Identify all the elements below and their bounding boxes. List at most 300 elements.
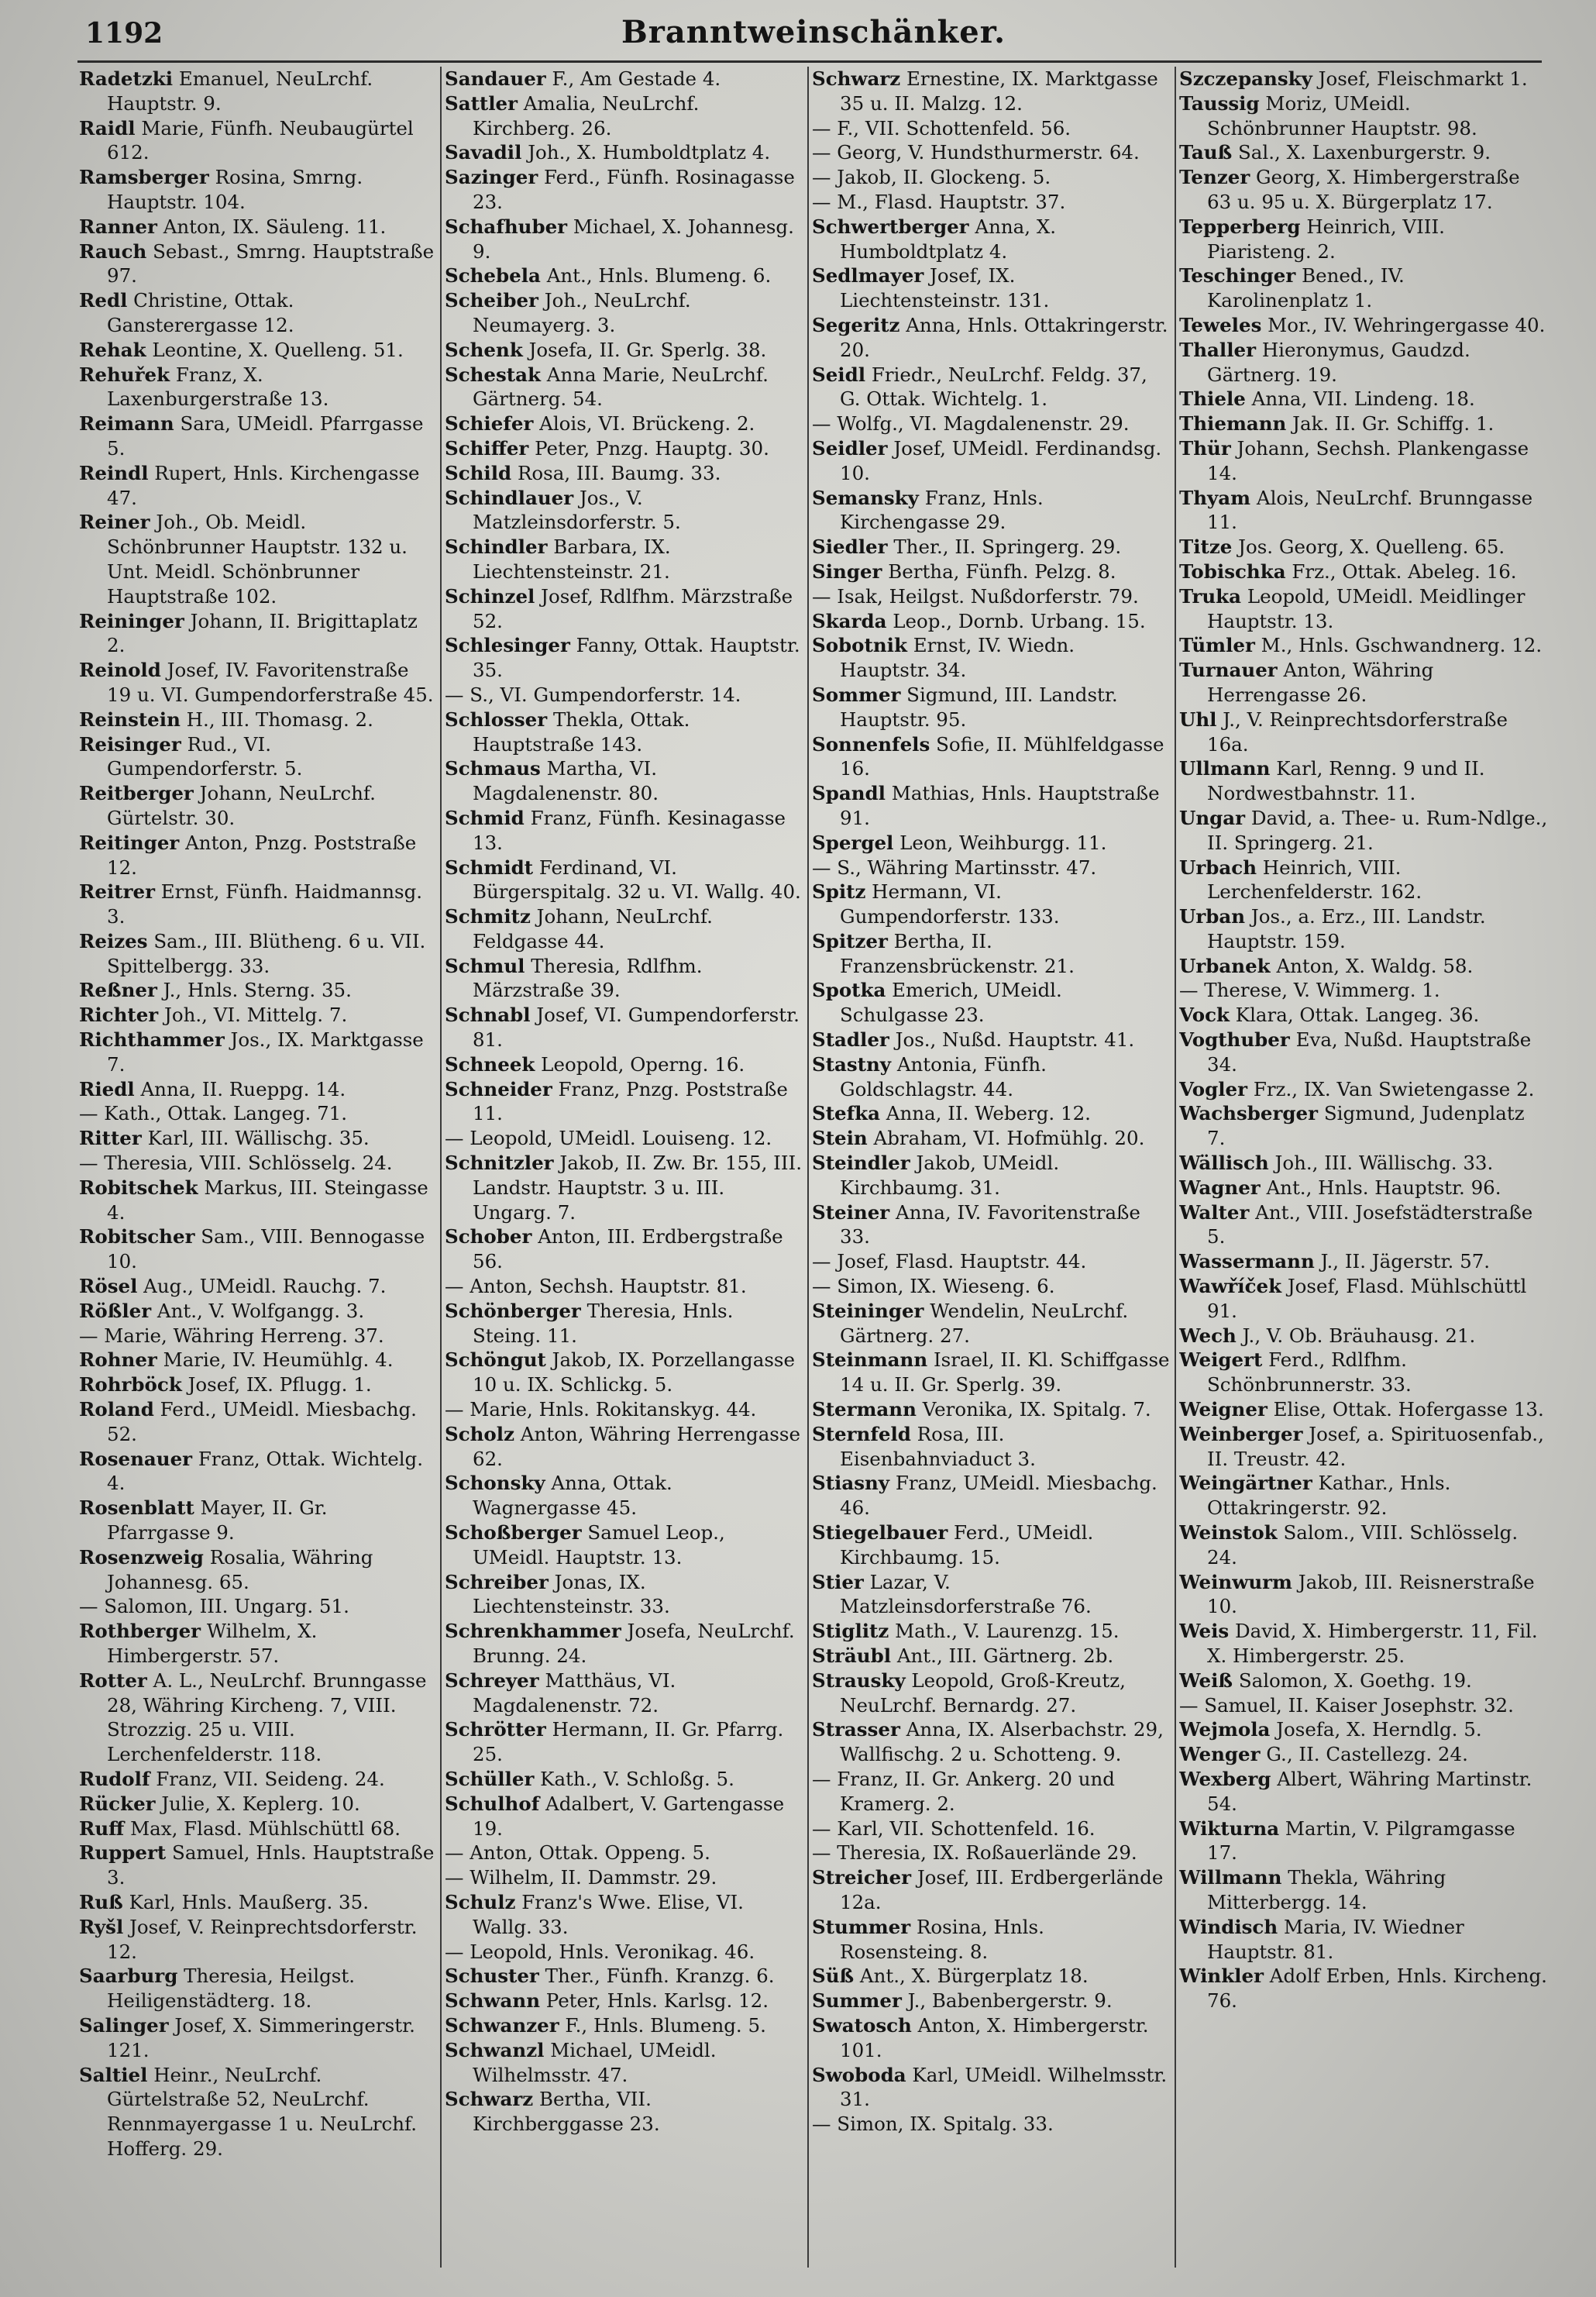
entry-name: Ranner — [79, 215, 157, 238]
entry-name: Schindler — [445, 536, 548, 559]
entry-name: Turnauer — [1179, 659, 1278, 682]
column-1 — [79, 67, 435, 2275]
entry-name: Robitschek — [79, 1176, 198, 1199]
entry-name: Urbanek — [1179, 954, 1271, 977]
directory-entry: Schmul Theresia, Rdlfhm. Märzstraße 39. — [445, 954, 703, 1002]
directory-entry: Steininger Wendelin, NeuLrchf. Gärtnerg. 27. — [812, 1299, 1129, 1347]
entry-name: Tauß — [1179, 141, 1233, 164]
entry-name: Rößler — [79, 1299, 152, 1322]
entry-name: Rohrböck — [79, 1373, 182, 1396]
directory-entry: Schwann Peter, Hnls. Karlsg. 12. — [445, 1989, 769, 2013]
column-4 — [1179, 67, 1548, 2275]
directory-entry: Stermann Veronika, IX. Spitalg. 7. — [812, 1398, 1151, 1421]
directory-entry: Urban Jos., a. Erz., III. Landstr. Hauptstr. 159. — [1179, 905, 1486, 952]
directory-entry: Schwarz Ernestine, IX. Marktgasse 35 u. II. Malzg. 12. — [812, 67, 1158, 115]
directory-entry: Stiglitz Math., V. Laurenzg. 15. — [812, 1620, 1120, 1643]
directory-entry: Spitzer Bertha, II. Franzensbrückenstr. 21. — [812, 929, 1075, 977]
entry-name: Weinberger — [1179, 1422, 1303, 1445]
directory-entry: Taussig Moriz, UMeidl. Schönbrunner Hauptstr. 98. — [1179, 91, 1477, 139]
entry-name: Schlesinger — [445, 634, 570, 657]
entry-name: Schneek — [445, 1052, 535, 1076]
directory-entry: Spotka Emerich, UMeidl. Schulgasse 23. — [812, 979, 1062, 1027]
entry-name: Steindler — [812, 1152, 910, 1175]
entry-name: Vock — [1179, 1004, 1230, 1027]
directory-entry: Ryšl Josef, V. Reinprechtsdorferstr. 12. — [79, 1915, 418, 1963]
directory-entry: Rotter A. L., NeuLrchf. Brunngasse 28, Währing Kircheng. 7, VIII. Strozzig. 25 u. VIII. Lerchenfelderstr. 118. — [79, 1669, 427, 1766]
directory-entry: Rosenblatt Mayer, II. Gr. Pfarrgasse 9. — [79, 1496, 328, 1545]
entry-name: Schnitzler — [445, 1152, 554, 1175]
directory-entry: Schindlauer Jos., V. Matzleinsdorferstr. 5. — [445, 486, 681, 534]
entry-name: Süß — [812, 1965, 855, 1988]
directory-entry: Weinstok Salom., VIII. Schlösselg. 24. — [1179, 1521, 1519, 1569]
directory-entry: Titze Jos. Georg, X. Quelleng. 65. — [1179, 536, 1505, 559]
directory-entry: Strasser Anna, IX. Alserbachstr. 29, Wallfischg. 2 u. Schotteng. 9. — [812, 1718, 1164, 1766]
entry-name: Schönberger — [445, 1299, 581, 1322]
entry-name: Weis — [1179, 1620, 1230, 1643]
directory-entry: Ritter Karl, III. Wällischg. 35. — [79, 1127, 370, 1150]
directory-entry: — Salomon, III. Ungarg. 51. — [79, 1595, 349, 1618]
entry-name: Wikturna — [1179, 1817, 1280, 1840]
entry-name: Seidl — [812, 363, 866, 386]
entry-name: Schiefer — [445, 412, 534, 436]
directory-entry: Weingärtner Kathar., Hnls. Ottakringerstr. 92. — [1179, 1472, 1451, 1520]
entry-name: Reinstein — [79, 708, 181, 731]
directory-entry: Thür Johann, Sechsh. Plankengasse 14. — [1179, 436, 1529, 484]
directory-entry: Sommer Sigmund, III. Landstr. Hauptstr. 95. — [812, 683, 1118, 731]
entry-name: Reßner — [79, 979, 157, 1002]
entry-name: Stein — [812, 1127, 868, 1150]
directory-entry: Schiefer Alois, VI. Brückeng. 2. — [445, 412, 755, 436]
entry-name: Schmaus — [445, 757, 541, 780]
directory-entry: Salinger Josef, X. Simmeringerstr. 121. — [79, 2013, 415, 2061]
directory-entry: Sattler Amalia, NeuLrchf. Kirchberg. 26. — [445, 91, 700, 139]
directory-entry: — Anton, Sechsh. Hauptstr. 81. — [445, 1275, 747, 1298]
directory-entry: Roland Ferd., UMeidl. Miesbachg. 52. — [79, 1398, 417, 1445]
entry-name: Wachsberger — [1179, 1102, 1319, 1125]
entry-name: Schrenkhammer — [445, 1620, 621, 1643]
directory-entry: Vogthuber Eva, Nußd. Hauptstraße 34. — [1179, 1028, 1532, 1076]
directory-entry: Reinstein H., III. Thomasg. 2. — [79, 708, 373, 731]
directory-entry: Rücker Julie, X. Keplerg. 10. — [79, 1792, 360, 1815]
entry-name: Reinold — [79, 659, 161, 682]
directory-entry: Spitz Hermann, VI. Gumpendorferstr. 133. — [812, 880, 1060, 928]
directory-entry: — M., Flasd. Hauptstr. 37. — [812, 190, 1066, 213]
directory-entry: Tobischka Frz., Ottak. Abeleg. 16. — [1179, 560, 1517, 583]
entry-name: Ritter — [79, 1127, 142, 1150]
directory-entry: Robitscher Sam., VIII. Bennogasse 10. — [79, 1225, 425, 1273]
directory-entry: Schreiber Jonas, IX. Liechtensteinstr. 33. — [445, 1570, 670, 1618]
directory-entry: Stiasny Franz, UMeidl. Miesbachg. 46. — [812, 1472, 1157, 1520]
entry-name: Rosenblatt — [79, 1496, 194, 1520]
directory-entry: Stier Lazar, V. Matzleinsdorferstraße 76. — [812, 1570, 1092, 1618]
entry-name: Sonnenfels — [812, 732, 930, 756]
directory-entry: Radetzki Emanuel, NeuLrchf. Hauptstr. 9. — [79, 67, 373, 115]
entry-name: Stefka — [812, 1102, 880, 1125]
entry-name: Sattler — [445, 91, 518, 115]
directory-entry: — Simon, IX. Spitalg. 33. — [812, 2113, 1054, 2136]
directory-entry: Semansky Franz, Hnls. Kirchengasse 29. — [812, 486, 1044, 534]
entry-name: Schmul — [445, 954, 525, 977]
entry-name: Thür — [1179, 436, 1231, 460]
directory-entry: Weinwurm Jakob, III. Reisnerstraße 10. — [1179, 1570, 1535, 1618]
entry-name: Schmid — [445, 806, 525, 829]
entry-name: Teschinger — [1179, 264, 1296, 288]
directory-entry: Seidler Josef, UMeidl. Ferdinandsg. 10. — [812, 436, 1162, 484]
directory-entry: Tepperberg Heinrich, VIII. Piaristeng. 2. — [1179, 215, 1445, 263]
entry-name: Schwarz — [445, 2088, 534, 2111]
entry-name: Szczepansky — [1179, 67, 1312, 90]
entry-name: Ruß — [79, 1890, 123, 1913]
entry-name: Richter — [79, 1004, 159, 1027]
directory-entry: Schnitzler Jakob, II. Zw. Br. 155, III. Landstr. Hauptstr. 3 u. III. Ungarg. 7. — [445, 1152, 803, 1224]
directory-entry: Ruß Karl, Hnls. Maußerg. 35. — [79, 1890, 370, 1913]
directory-entry: Schnabl Josef, VI. Gumpendorferstr. 81. — [445, 1004, 800, 1052]
directory-entry: Reisinger Rud., VI. Gumpendorferstr. 5. — [79, 732, 303, 780]
entry-name: Schinzel — [445, 584, 535, 608]
directory-entry: Willmann Thekla, Währing Mitterbergg. 14. — [1179, 1866, 1446, 1913]
entry-name: Reitrer — [79, 880, 155, 904]
entry-name: Schüller — [445, 1767, 535, 1790]
entry-name: Saarburg — [79, 1965, 178, 1988]
directory-entry: Schiffer Peter, Pnzg. Hauptg. 30. — [445, 436, 769, 460]
directory-entry: Spandl Mathias, Hnls. Hauptstraße 91. — [812, 782, 1160, 829]
entry-name: Schnabl — [445, 1004, 531, 1027]
directory-entry: Tauß Sal., X. Laxenburgerstr. 9. — [1179, 141, 1491, 164]
directory-entry: Rauch Sebast., Smrng. Hauptstraße 97. — [79, 239, 435, 288]
directory-entry: Rösel Aug., UMeidl. Rauchg. 7. — [79, 1275, 387, 1298]
entry-name: Teweles — [1179, 313, 1262, 336]
directory-entry: Schlesinger Fanny, Ottak. Hauptstr. 35. — [445, 634, 800, 682]
directory-entry: — Franz, II. Gr. Ankerg. 20 und Kramerg. 2. — [812, 1767, 1115, 1815]
entry-name: Weingärtner — [1179, 1472, 1312, 1495]
directory-entry: — Theresia, IX. Roßauerlände 29. — [812, 1841, 1137, 1865]
entry-name: Rehak — [79, 338, 146, 361]
directory-entry: Rehak Leontine, X. Quelleng. 51. — [79, 338, 404, 361]
entry-name: Reimann — [79, 412, 174, 436]
directory-entry: Rosenauer Franz, Ottak. Wichtelg. 4. — [79, 1447, 424, 1495]
directory-entry: Richter Joh., VI. Mittelg. 7. — [79, 1004, 348, 1027]
entry-name: Roland — [79, 1398, 154, 1421]
entry-name: Schafhuber — [445, 215, 568, 238]
entry-name: Reisinger — [79, 732, 181, 756]
column-2 — [445, 67, 803, 2275]
directory-entry: Vogler Frz., IX. Van Swietengasse 2. — [1179, 1077, 1535, 1100]
directory-entry: Ruppert Samuel, Hnls. Hauptstraße 3. — [79, 1841, 435, 1889]
entry-name: Rosenauer — [79, 1447, 193, 1470]
entry-name: Schwertberger — [812, 215, 969, 238]
directory-entry: Schebela Ant., Hnls. Blumeng. 6. — [445, 264, 772, 288]
directory-entry: Reininger Johann, II. Brigittaplatz 2. — [79, 609, 418, 657]
entry-name: Schwarz — [812, 67, 901, 90]
directory-entry: Wagner Ant., Hnls. Hauptstr. 96. — [1179, 1176, 1501, 1199]
entry-name: Schmidt — [445, 856, 534, 879]
directory-entry: — Theresia, VIII. Schlösselg. 24. — [79, 1152, 393, 1175]
directory-entry: — Isak, Heilgst. Nußdorferstr. 79. — [812, 584, 1139, 608]
directory-entry: Streicher Josef, III. Erdbergerlände 12a. — [812, 1866, 1164, 1913]
directory-entry: — Josef, Flasd. Hauptstr. 44. — [812, 1250, 1087, 1273]
directory-entry: Steiner Anna, IV. Favoritenstraße 33. — [812, 1200, 1140, 1248]
entry-name: Reitberger — [79, 782, 194, 805]
directory-entry: Segeritz Anna, Hnls. Ottakringerstr. 20. — [812, 313, 1168, 361]
entry-name: Vogthuber — [1179, 1028, 1290, 1052]
entry-name: Saltiel — [79, 2063, 148, 2086]
directory-entry: — Leopold, UMeidl. Louiseng. 12. — [445, 1127, 772, 1150]
entry-name: Salinger — [79, 2013, 169, 2037]
directory-entry: Rehuřek Franz, X. Laxenburgerstraße 13. — [79, 363, 329, 411]
directory-entry: Schulz Franz's Wwe. Elise, VI. Wallg. 33. — [445, 1890, 744, 1938]
directory-entry: — Anton, Ottak. Oppeng. 5. — [445, 1841, 710, 1865]
entry-name: Sträubl — [812, 1644, 892, 1667]
directory-entry: Uhl J., V. Reinprechtsdorferstraße 16a. — [1179, 708, 1508, 756]
directory-entry: Weinberger Josef, a. Spirituosenfab., II. Treustr. 42. — [1179, 1422, 1544, 1470]
directory-entry: Schoßberger Samuel Leop., UMeidl. Hauptstr. 13. — [445, 1521, 725, 1569]
directory-entry: Redl Christine, Ottak. Gansterergasse 12. — [79, 289, 294, 336]
entry-name: Reininger — [79, 609, 184, 632]
entry-name: Singer — [812, 560, 882, 583]
entry-name: Schreiber — [445, 1570, 549, 1593]
entry-name: Ryšl — [79, 1915, 124, 1938]
entry-name: Raidl — [79, 116, 136, 139]
entry-name: Thyam — [1179, 486, 1251, 509]
directory-entry: Saltiel Heinr., NeuLrchf. Gürtelstraße 52, NeuLrchf. Rennmayergasse 1 u. NeuLrchf. Hofferg. 29. — [79, 2063, 418, 2160]
directory-entry: Ramsberger Rosina, Smrng. Hauptstr. 104. — [79, 166, 363, 213]
entry-name: Steinmann — [812, 1348, 928, 1372]
directory-entry: Weiß Salomon, X. Goethg. 19. — [1179, 1669, 1472, 1692]
entry-name: Siedler — [812, 536, 888, 559]
entry-name: Wexberg — [1179, 1767, 1271, 1790]
directory-entry: Steinmann Israel, II. Kl. Schiffgasse 14 u. II. Gr. Sperlg. 39. — [812, 1348, 1170, 1396]
directory-entry: Siedler Ther., II. Springerg. 29. — [812, 536, 1122, 559]
directory-entry: Schober Anton, III. Erdbergstraße 56. — [445, 1225, 783, 1273]
entry-name: Redl — [79, 289, 128, 312]
entry-name: Schwanzer — [445, 2013, 559, 2037]
entry-name: Schindlauer — [445, 486, 574, 509]
directory-entry: Rößler Ant., V. Wolfgangg. 3. — [79, 1299, 365, 1322]
directory-entry: Savadil Joh., X. Humboldtplatz 4. — [445, 141, 771, 164]
entry-name: Wällisch — [1179, 1152, 1269, 1175]
entry-name: Wenger — [1179, 1743, 1261, 1766]
entry-name: Spitz — [812, 880, 866, 904]
entry-name: Weigert — [1179, 1348, 1263, 1372]
entry-name: Streicher — [812, 1866, 912, 1889]
entry-name: Stadler — [812, 1028, 889, 1052]
entry-name: Willmann — [1179, 1866, 1282, 1889]
entry-name: Ramsberger — [79, 166, 209, 189]
directory-entry: Truka Leopold, UMeidl. Meidlinger Hauptstr. 13. — [1179, 584, 1525, 632]
directory-entry: Weigner Elise, Ottak. Hofergasse 13. — [1179, 1398, 1544, 1421]
entry-name: Wagner — [1179, 1176, 1261, 1199]
entry-name: Sommer — [812, 683, 901, 706]
directory-entry: Schneider Franz, Pnzg. Poststraße 11. — [445, 1077, 788, 1125]
entry-name: Rösel — [79, 1275, 138, 1298]
entry-name: Spitzer — [812, 929, 888, 952]
directory-entry: Sternfeld Rosa, III. Eisenbahnviaduct 3. — [812, 1422, 1036, 1470]
entry-name: Swoboda — [812, 2063, 906, 2086]
directory-entry: Szczepansky Josef, Fleischmarkt 1. — [1179, 67, 1528, 90]
directory-entry: Schafhuber Michael, X. Johannesg. 9. — [445, 215, 794, 263]
entry-name: Schwann — [445, 1989, 541, 2013]
entry-name: Spergel — [812, 831, 894, 854]
entry-name: Schöngut — [445, 1348, 546, 1372]
directory-entry: Schlosser Thekla, Ottak. Hauptstraße 143. — [445, 708, 690, 756]
directory-entry: Schwanzer F., Hnls. Blumeng. 5. — [445, 2013, 766, 2037]
directory-entry: Strausky Leopold, Groß-Kreutz, NeuLrchf. Bernardg. 27. — [812, 1669, 1126, 1717]
directory-entry: Scholz Anton, Währing Herrengasse 62. — [445, 1422, 800, 1470]
directory-entry: Schmid Franz, Fünfh. Kesinagasse 13. — [445, 806, 786, 854]
directory-entry: Rohner Marie, IV. Heumühlg. 4. — [79, 1348, 394, 1372]
directory-entry: Weigert Ferd., Rdlfhm. Schönbrunnerstr. 33. — [1179, 1348, 1412, 1396]
directory-entry: — Marie, Hnls. Rokitanskyg. 44. — [445, 1398, 757, 1421]
entry-name: Tobischka — [1179, 560, 1286, 583]
entry-name: Summer — [812, 1989, 902, 2013]
entry-name: Sandauer — [445, 67, 546, 90]
directory-entry: Urbanek Anton, X. Waldg. 58. — [1179, 954, 1474, 977]
directory-entry: Stein Abraham, VI. Hofmühlg. 20. — [812, 1127, 1145, 1150]
column-3 — [812, 67, 1170, 2275]
directory-entry: Sandauer F., Am Gestade 4. — [445, 67, 721, 90]
directory-entry: Ranner Anton, IX. Säuleng. 11. — [79, 215, 387, 238]
directory-entry: — Samuel, II. Kaiser Josephstr. 32. — [1179, 1693, 1514, 1717]
directory-entry: Wech J., V. Ob. Bräuhausg. 21. — [1179, 1324, 1476, 1347]
entry-name: Tepperberg — [1179, 215, 1301, 238]
entry-name: Savadil — [445, 141, 522, 164]
entry-name: Wech — [1179, 1324, 1237, 1347]
directory-entry: Seidl Friedr., NeuLrchf. Feldg. 37, G. Ottak. Wichtelg. 1. — [812, 363, 1147, 411]
directory-entry: Sonnenfels Sofie, II. Mühlfeldgasse 16. — [812, 732, 1164, 780]
entry-name: Semansky — [812, 486, 919, 509]
directory-entry: — Jakob, II. Glockeng. 5. — [812, 166, 1051, 189]
entry-name: Ungar — [1179, 806, 1246, 829]
directory-entry: Schinzel Josef, Rdlfhm. Märzstraße 52. — [445, 584, 793, 632]
directory-entry: Schwarz Bertha, VII. Kirchberggasse 23. — [445, 2088, 660, 2136]
entry-name: Spotka — [812, 979, 886, 1002]
directory-entry: Reitberger Johann, NeuLrchf. Gürtelstr. 30. — [79, 782, 376, 829]
directory-entry: Sträubl Ant., III. Gärtnerg. 2b. — [812, 1644, 1114, 1667]
entry-name: Scholz — [445, 1422, 514, 1445]
directory-entry: Schrenkhammer Josefa, NeuLrchf. Brunng. 24. — [445, 1620, 795, 1667]
entry-name: Rotter — [79, 1669, 147, 1692]
directory-entry: Rothberger Wilhelm, X. Himbergerstr. 57. — [79, 1620, 318, 1667]
entry-name: Taussig — [1179, 91, 1260, 115]
entry-name: Schwanzl — [445, 2038, 545, 2061]
directory-entry: Swoboda Karl, UMeidl. Wilhelmsstr. 31. — [812, 2063, 1168, 2111]
entry-name: Riedl — [79, 1077, 135, 1100]
directory-entry: Walter Ant., VIII. Josefstädterstraße 5. — [1179, 1200, 1533, 1248]
directory-entry: Ullmann Karl, Renng. 9 und II. Nordwestbahnstr. 11. — [1179, 757, 1485, 805]
directory-entry: Reiner Joh., Ob. Meidl. Schönbrunner Hauptstr. 132 u. Unt. Meidl. Schönbrunner Hauptstraße 102. — [79, 511, 408, 608]
entry-name: Stermann — [812, 1398, 917, 1421]
entry-name: Sedlmayer — [812, 264, 924, 288]
directory-entry: — Marie, Währing Herreng. 37. — [79, 1324, 384, 1347]
entry-name: Windisch — [1179, 1915, 1278, 1938]
column-divider — [1175, 67, 1176, 2268]
directory-entry: Vock Klara, Ottak. Langeg. 36. — [1179, 1004, 1480, 1027]
directory-entry: Thyam Alois, NeuLrchf. Brunngasse 11. — [1179, 486, 1533, 534]
entry-name: Reiner — [79, 511, 150, 534]
entry-name: Ullmann — [1179, 757, 1271, 780]
entry-name: Reizes — [79, 929, 148, 952]
directory-entry: Summer J., Babenbergerstr. 9. — [812, 1989, 1113, 2013]
entry-name: Thaller — [1179, 338, 1257, 361]
entry-name: Wawříček — [1179, 1275, 1282, 1298]
directory-entry: Reizes Sam., III. Blütheng. 6 u. VII. Spittelbergg. 33. — [79, 929, 426, 977]
directory-entry: — Leopold, Hnls. Veronikag. 46. — [445, 1940, 755, 1963]
entry-name: Rothberger — [79, 1620, 201, 1643]
entry-name: Rosenzweig — [79, 1545, 204, 1569]
directory-entry: Schreyer Matthäus, VI. Magdalenenstr. 72. — [445, 1669, 676, 1717]
column-divider — [440, 67, 442, 2268]
entry-name: Weiß — [1179, 1669, 1233, 1692]
directory-entry: Robitschek Markus, III. Steingasse 4. — [79, 1176, 428, 1224]
entry-name: Ruff — [79, 1817, 125, 1840]
directory-entry: Swatosch Anton, X. Himbergerstr. 101. — [812, 2013, 1149, 2061]
entry-name: Schulz — [445, 1890, 516, 1913]
directory-entry: Wexberg Albert, Währing Martinstr. 54. — [1179, 1767, 1532, 1815]
directory-entry: Spergel Leon, Weihburgg. 11. — [812, 831, 1107, 854]
entry-name: Titze — [1179, 536, 1233, 559]
entry-name: Ruppert — [79, 1841, 167, 1865]
entry-name: Thiele — [1179, 387, 1246, 411]
entry-name: Sobotnik — [812, 634, 907, 657]
entry-name: Truka — [1179, 584, 1242, 608]
directory-entry: Süß Ant., X. Bürgerplatz 18. — [812, 1965, 1089, 1988]
directory-entry: Schönberger Theresia, Hnls. Steing. 11. — [445, 1299, 734, 1347]
directory-entry: Tümler M., Hnls. Gschwandnerg. 12. — [1179, 634, 1543, 657]
directory-entry: Teweles Mor., IV. Wehringergasse 40. — [1179, 313, 1546, 336]
directory-entry: Schmitz Johann, NeuLrchf. Feldgasse 44. — [445, 905, 713, 952]
directory-entry: — Karl, VII. Schottenfeld. 16. — [812, 1817, 1096, 1840]
directory-entry: Wällisch Joh., III. Wällischg. 33. — [1179, 1152, 1494, 1175]
directory-entry: Schüller Kath., V. Schloßg. 5. — [445, 1767, 734, 1790]
directory-entry: Schild Rosa, III. Baumg. 33. — [445, 461, 721, 484]
entry-name: Schmitz — [445, 905, 531, 928]
entry-name: Schulhof — [445, 1792, 540, 1815]
entry-name: Schneider — [445, 1077, 552, 1100]
page-number: 1192 — [85, 17, 163, 50]
directory-entry: Thiele Anna, VII. Lindeng. 18. — [1179, 387, 1475, 411]
entry-name: Rohner — [79, 1348, 157, 1372]
entry-name: Walter — [1179, 1200, 1250, 1224]
directory-entry: Rohrböck Josef, IX. Pflugg. 1. — [79, 1373, 372, 1396]
directory-entry: Schonsky Anna, Ottak. Wagnergasse 45. — [445, 1472, 672, 1520]
directory-entry: Reimann Sara, UMeidl. Pfarrgasse 5. — [79, 412, 424, 460]
entry-name: Segeritz — [812, 313, 900, 336]
entry-name: Schreyer — [445, 1669, 539, 1692]
page-header — [85, 11, 1542, 56]
directory-entry: Raidl Marie, Fünfh. Neubaugürtel 612. — [79, 116, 414, 164]
directory-entry: Ungar David, a. Thee- u. Rum-Ndlge., II. Springerg. 21. — [1179, 806, 1548, 854]
entry-name: Schiffer — [445, 436, 529, 460]
entry-name: Schober — [445, 1225, 532, 1248]
entry-name: Sazinger — [445, 166, 538, 189]
directory-entry: Schneek Leopold, Operng. 16. — [445, 1052, 745, 1076]
entry-name: Robitscher — [79, 1225, 195, 1248]
directory-entry: — S., VI. Gumpendorferstr. 14. — [445, 683, 741, 706]
entry-name: Reindl — [79, 461, 149, 484]
entry-name: Schlosser — [445, 708, 548, 731]
directory-entry: Teschinger Bened., IV. Karolinenplatz 1. — [1179, 264, 1405, 312]
directory-entry: Sazinger Ferd., Fünfh. Rosinagasse 23. — [445, 166, 795, 213]
directory-entry: Sedlmayer Josef, IX. Liechtensteinstr. 131. — [812, 264, 1050, 312]
entry-name: Schonsky — [445, 1472, 545, 1495]
entry-name: Steininger — [812, 1299, 924, 1322]
column-divider — [807, 67, 809, 2268]
directory-entry: Reßner J., Hnls. Sterng. 35. — [79, 979, 352, 1002]
entry-name: Radetzki — [79, 67, 174, 90]
entry-name: Seidler — [812, 436, 888, 460]
directory-entry: Ruff Max, Flasd. Mühlschüttl 68. — [79, 1817, 401, 1840]
entry-name: Wassermann — [1179, 1250, 1315, 1273]
